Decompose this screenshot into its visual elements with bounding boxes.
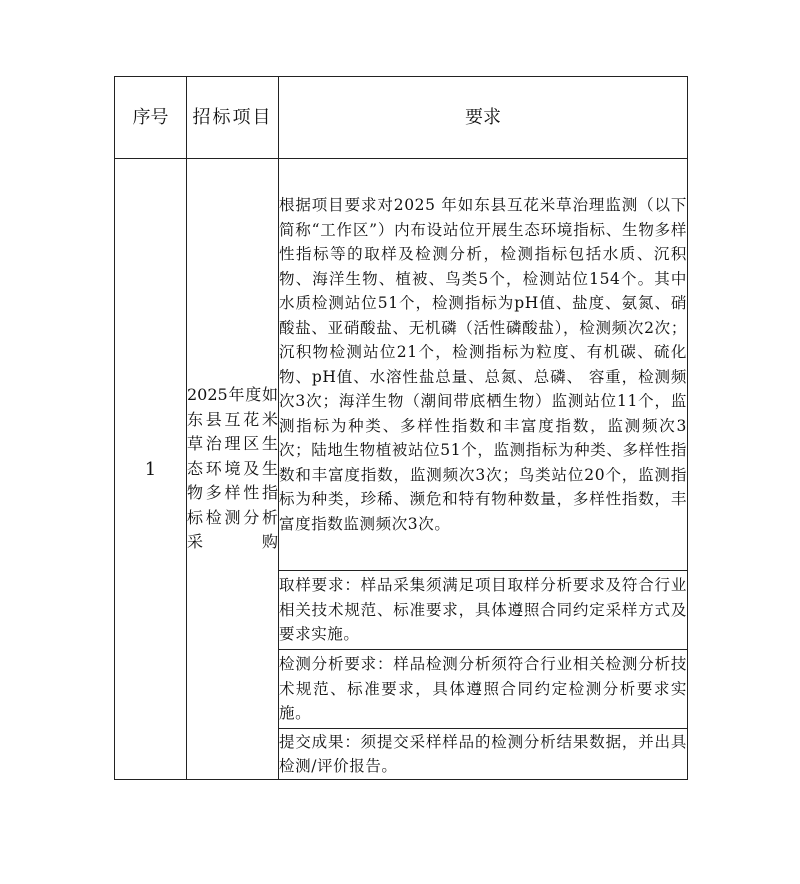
header-seq: 序号 [115,77,187,159]
row-seq-cell: 1 [115,159,187,780]
header-project: 招标项目 [187,77,279,159]
row-project-cell: 2025年度如东县互花米草治理区生态环境及生物多样性指标检测分析采购 [187,159,279,780]
requirement-analysis: 检测分析要求：样品检测分析须符合行业相关检测分析技术规范、标准要求，具体遵照合同约定检测分析要求实施。 [279,650,688,729]
header-requirements: 要求 [279,77,688,159]
table-row [115,159,688,571]
requirements-table [114,76,688,780]
requirement-deliverables: 提交成果：须提交采样样品的检测分析结果数据，并出具检测/评价报告。 [279,729,688,780]
requirement-detection-scope: 根据项目要求对2025 年如东县互花米草治理监测（以下简称“工作区”）内布设站位开展生态环境指标、生物多样性指标等的取样及检测分析，检测指标包括水质、沉积物、海洋生物、植被、鸟类5个，检测站位154个。其中水质检测站位51个，检测指标为pH值、盐度、氨氮、硝酸盐、亚硝酸盐、无机磷（活性磷酸盐），检测频次2次；沉积物检测站位21个，检测指标为粒度、有机碳、硫化物、pH值、水溶性盐总量、总氮、总磷、 容重，检测频次3次；海洋生物（潮间带底栖生物）监测站位11个，监测指标为种类、多样性指数和丰富度指数，监测频次3次；陆地生物植被站位51个，监测指标为种类、多样性指数和丰富度指数，监测频次3次；鸟类站位20个，监测指标为种类，珍稀、濒危和特有物种数量，多样性指数，丰富度指数监测频次3次。 [279,159,688,571]
table-header-row [115,77,688,159]
requirement-sampling: 取样要求：样品采集须满足项目取样分析要求及符合行业相关技术规范、标准要求，具体遵照合同约定采样方式及要求实施。 [279,571,688,650]
